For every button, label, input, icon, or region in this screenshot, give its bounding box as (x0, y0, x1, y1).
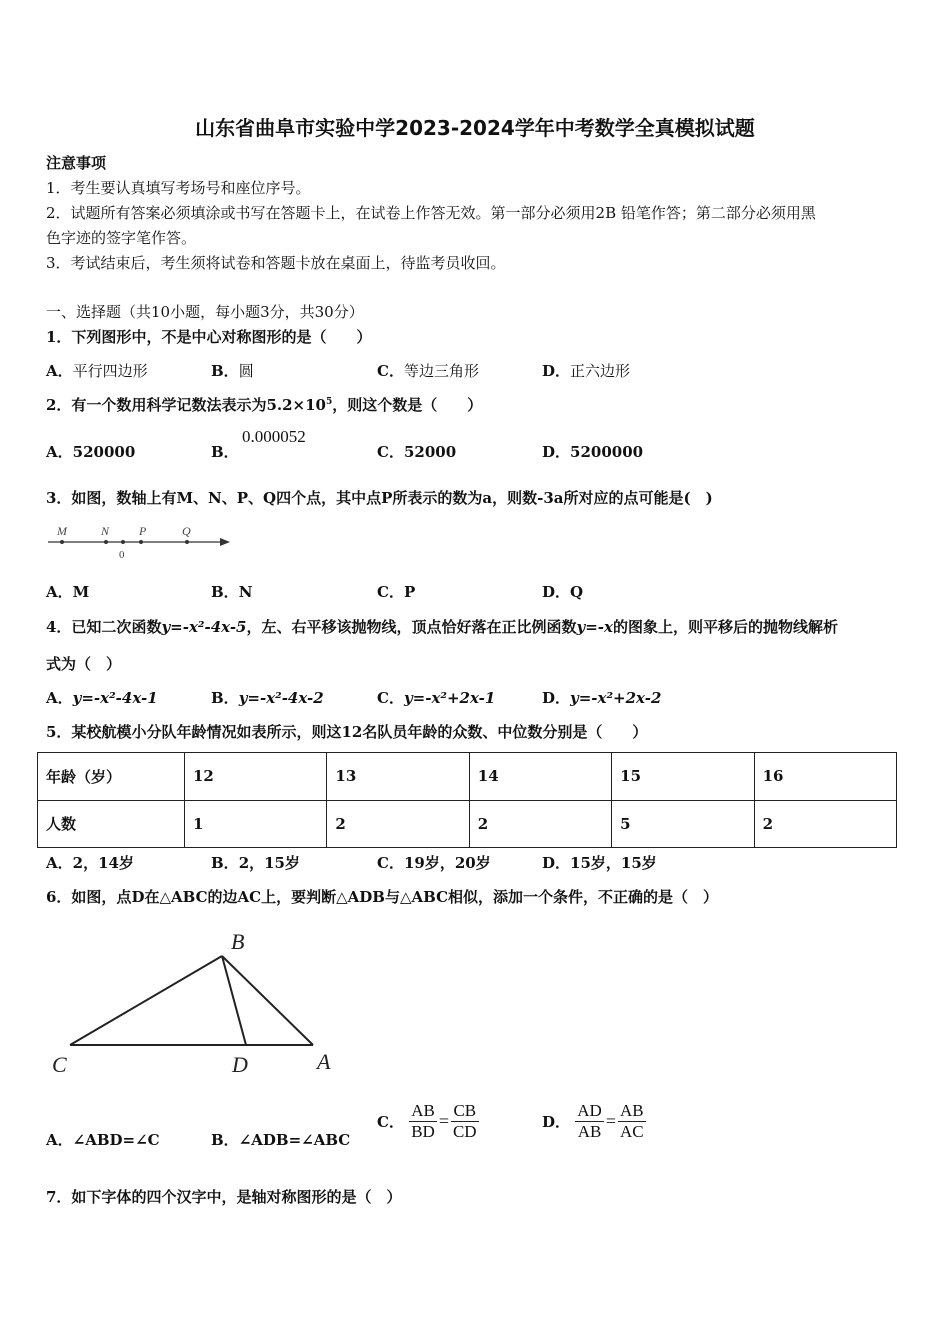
q2-option-b-label: B． (211, 443, 239, 461)
point-m-label: M (57, 524, 67, 538)
table-cell: 12 (185, 753, 327, 801)
table-cell: 14 (469, 753, 611, 801)
q5-option-b: B．2，15岁 (211, 854, 300, 872)
q4-option-b: B．y=-x²-4x-2 (211, 689, 324, 707)
notice-heading: 注意事项 (46, 154, 107, 172)
q1-option-b: B．圆 (211, 362, 254, 380)
q2-option-b-value: 0.000052 (242, 427, 306, 446)
q4-option-c: C．y=-x²+2x-1 (377, 689, 496, 707)
table-cell: 2 (754, 800, 896, 848)
notice-item-2: 2．试题所有答案必须填涂或书写在答题卡上，在试卷上作答无效。第一部分必须用2B 铅笔作答；第二部分必须用黑 (46, 204, 816, 222)
page-title: 山东省曲阜市实验中学2023-2024学年中考数学全真模拟试题 (195, 116, 755, 140)
point-p-dot (139, 540, 143, 544)
point-d-label: D (232, 1052, 248, 1077)
section-heading: 一、选择题（共10小题，每小题3分，共30分） (46, 303, 364, 321)
notice-item-2-cont: 色字迹的签字笔作答。 (46, 229, 197, 247)
table-cell: 2 (469, 800, 611, 848)
age-table (37, 752, 897, 848)
q5-option-c: C．19岁，20岁 (377, 854, 491, 872)
origin-dot (121, 540, 125, 544)
q4-option-d: D．y=-x²+2x-2 (542, 689, 662, 707)
table-header-cell: 年龄（岁） (38, 753, 185, 801)
q5-option-a: A．2，14岁 (46, 854, 134, 872)
q3-option-b: B．N (211, 583, 253, 601)
fraction-ad-ab: $\frac{AD}{AB}$ (577, 1101, 602, 1141)
fraction-ab-ac: $\frac{AB}{AC}$ (619, 1101, 644, 1141)
q2-option-c: C．52000 (377, 443, 457, 461)
fraction-ab-bd: $\frac{AB}{BD}$ (411, 1101, 435, 1141)
vertex-c-label: C (52, 1052, 67, 1077)
q6-option-c: C． $\frac{AB}{BD}$ = $\frac{CB}{CD}$ (377, 1101, 477, 1141)
fraction-cb-cd: $\frac{CB}{CD}$ (452, 1101, 477, 1141)
number-line-figure (44, 520, 239, 565)
q2-option-d: D．5200000 (542, 443, 644, 461)
point-q-label: Q (182, 524, 191, 538)
vertex-a-label: A (317, 1049, 331, 1074)
triangle-figure (40, 922, 350, 1082)
table-cell: 5 (612, 800, 754, 848)
q5-stem: 5．某校航模小分队年龄情况如表所示，则这12名队员年龄的众数、中位数分别是（ ） (46, 723, 648, 741)
point-n-label: N (101, 524, 110, 538)
q2-stem: 2．有一个数用科学记数法表示为$5.2\times 10^5$，则这个数是（ ） (46, 396, 483, 414)
q4-option-a: A．y=-x²-4x-1 (46, 689, 158, 707)
point-m-dot (60, 540, 64, 544)
table-cell: 2 (327, 800, 469, 848)
origin-label: 0 (119, 549, 125, 561)
table-row (38, 753, 897, 801)
q3-option-a: A．M (46, 583, 90, 601)
q3-option-c: C．P (377, 583, 416, 601)
q3-option-d: D．Q (542, 583, 584, 601)
table-cell: 1 (185, 800, 327, 848)
q2-option-a: A．520000 (46, 443, 136, 461)
vertex-b-label: B (231, 929, 245, 954)
table-cell: 16 (754, 753, 896, 801)
point-q-dot (185, 540, 189, 544)
q6-option-d: D． $\frac{AD}{AB}$ = $\frac{AB}{AC}$ (542, 1101, 644, 1141)
q6-option-a: A．∠ABD=∠C (46, 1131, 160, 1149)
segment-bd (222, 956, 246, 1045)
table-row (38, 800, 897, 848)
side-ba (222, 956, 313, 1045)
q4-stem: 4．已知二次函数y=-x²-4x-5，左、右平移该抛物线，顶点恰好落在正比例函数y=-x的图象上，则平移后的抛物线解析 (46, 618, 838, 636)
side-cb (70, 956, 222, 1045)
q3-stem: 3．如图，数轴上有M、N、P、Q四个点，其中点P所表示的数为a，则数-3a所对应的点可能是( ) (46, 489, 713, 507)
point-p-label: P (139, 524, 147, 538)
q4-stem-line2: 式为（ ） (46, 655, 122, 673)
q1-stem: 1．下列图形中，不是中心对称图形的是（ ） (46, 328, 372, 346)
table-cell: 15 (612, 753, 754, 801)
table-cell: 13 (327, 753, 469, 801)
number-line-arrow (220, 538, 230, 546)
notice-item-3: 3．考试结束后，考生须将试卷和答题卡放在桌面上，待监考员收回。 (46, 254, 506, 272)
table-header-cell: 人数 (38, 800, 185, 848)
q1-option-c: C．等边三角形 (377, 362, 479, 380)
q1-option-d: D．正六边形 (542, 362, 631, 380)
q5-option-d: D．15岁，15岁 (542, 854, 657, 872)
q6-option-b: B．∠ADB=∠ABC (211, 1131, 351, 1149)
notice-item-1: 1．考生要认真填写考场号和座位序号。 (46, 179, 311, 197)
q1-option-a: A．平行四边形 (46, 362, 148, 380)
q7-stem: 7．如下字体的四个汉字中，是轴对称图形的是（ ） (46, 1188, 402, 1206)
q6-stem: 6．如图，点D在△ABC的边AC上，要判断△ADB与△ABC相似，添加一个条件，不正确的是（ ） (46, 888, 719, 906)
point-n-dot (104, 540, 108, 544)
